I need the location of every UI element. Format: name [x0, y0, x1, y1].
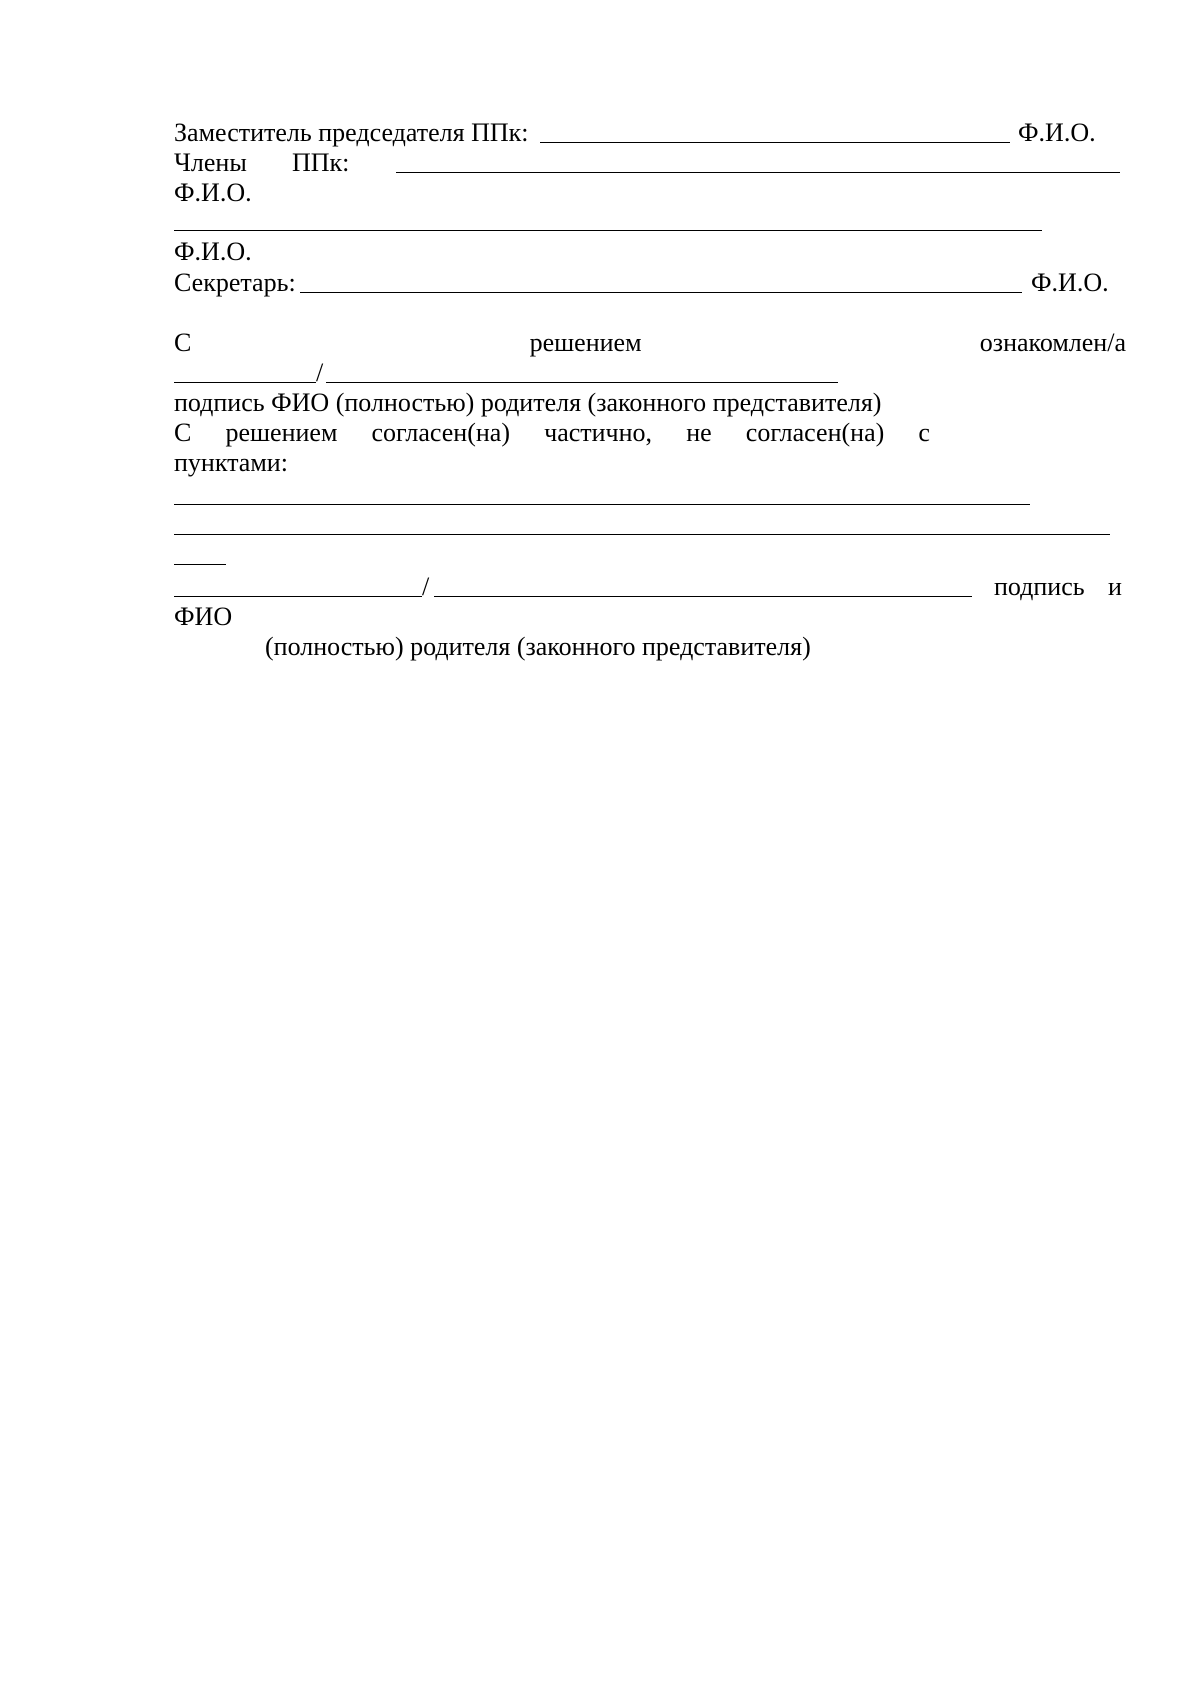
deputy-chair-label: Заместитель председателя ППк:: [174, 118, 529, 147]
final-word-2: и: [1108, 572, 1122, 601]
deputy-chair-signature-line: [540, 142, 1010, 143]
acquainted-caption: подпись ФИО (полностью) родителя (законного представителя): [174, 388, 882, 417]
points-line-2: [174, 534, 1110, 535]
acquainted-slash: /: [316, 358, 324, 387]
deputy-chair-fio: Ф.И.О.: [1018, 118, 1096, 147]
acquainted-word-2: решением: [529, 328, 642, 357]
acquainted-statement: [174, 326, 1126, 360]
final-word-1: подпись: [994, 572, 1085, 601]
members-word-2: ППк:: [292, 148, 350, 177]
secretary-fio: Ф.И.О.: [1031, 268, 1109, 297]
final-signature-line: [174, 596, 422, 597]
final-slash: /: [422, 572, 430, 601]
points-line-3: [174, 564, 226, 565]
partial-agreement-points: пунктами:: [174, 448, 288, 477]
partial-word-2: решением: [225, 418, 338, 447]
secretary-signature-line: [300, 292, 1022, 293]
secretary-label: Секретарь:: [174, 268, 296, 297]
partial-agreement-statement: [174, 416, 930, 450]
acquainted-word-1: С: [174, 328, 192, 357]
members-fio-2: Ф.И.О.: [174, 237, 252, 266]
partial-word-7: с: [918, 418, 930, 447]
final-caption: (полностью) родителя (законного представителя): [265, 632, 811, 661]
final-word-3: ФИО: [174, 602, 233, 631]
members-signature-line-1: [396, 172, 1120, 173]
partial-word-1: С: [174, 418, 192, 447]
members-word-1: Члены: [174, 148, 247, 177]
acquainted-name-line: [326, 382, 838, 383]
partial-word-6: согласен(на): [745, 418, 885, 447]
partial-word-4: частично,: [544, 418, 653, 447]
partial-word-3: согласен(на): [371, 418, 510, 447]
partial-word-5: не: [686, 418, 712, 447]
points-line-1: [174, 504, 1030, 505]
acquainted-signature-line: [174, 382, 316, 383]
final-name-line: [434, 596, 972, 597]
acquainted-word-3: ознакомлен/а: [979, 328, 1126, 357]
members-signature-line-2: [174, 230, 1042, 231]
members-fio-1: Ф.И.О.: [174, 178, 252, 207]
